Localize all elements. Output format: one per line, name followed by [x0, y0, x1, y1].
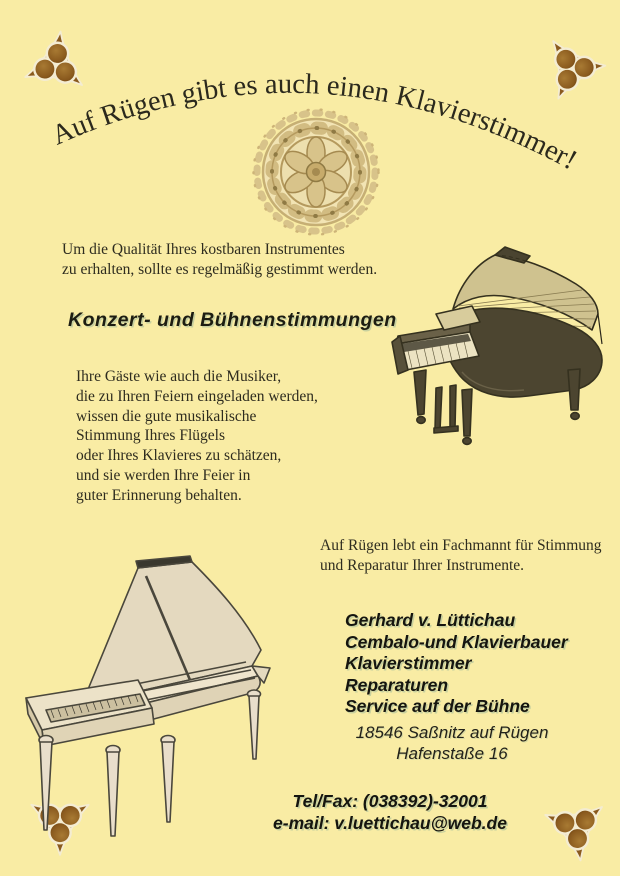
intro-line: zu erhalten, sollte es regelmäßig gestimmt werden. — [62, 260, 378, 278]
intro-paragraph — [62, 240, 377, 280]
contact-role: Cembalo-und Klavierbauer — [345, 631, 568, 652]
grand-piano-image — [378, 240, 620, 455]
email-line: e-mail: v.luettichau@web.de — [273, 813, 507, 833]
tel-email-block — [240, 790, 540, 834]
arc-title-text: Auf Rügen gibt es auch einen Klavierstimmer! — [47, 68, 583, 177]
intro-line: Um die Qualität Ihres kostbaren Instrumentes — [62, 241, 345, 258]
address-block — [318, 722, 586, 764]
body-line: und sie werden Ihre Feier in — [76, 466, 251, 484]
corner-ornament-bottom-right-icon — [545, 806, 609, 865]
contact-block — [345, 610, 568, 718]
contact-role: Service auf der Bühne — [345, 696, 530, 716]
note-line: und Reparatur Ihrer Instrumente. — [320, 556, 525, 574]
address-line: 18546 Saßnitz auf Rügen — [355, 723, 549, 742]
body-line: die zu Ihren Feiern eingeladen werden, — [76, 387, 318, 405]
phone-line: Tel/Fax: (038392)-32001 — [292, 791, 488, 811]
contact-role: Klavierstimmer — [345, 653, 472, 673]
note-paragraph — [320, 536, 602, 576]
section-heading: Konzert- und Bühnenstimmungen — [68, 309, 397, 331]
body-line: oder Ihres Klavieres zu schätzen, — [76, 447, 282, 465]
body-line: guter Erinnerung behalten. — [76, 486, 242, 504]
address-line: Hafenstaße 16 — [396, 744, 508, 763]
body-line: wissen die gute musikalische — [76, 407, 257, 425]
note-line: Auf Rügen lebt ein Fachmannt für Stimmung — [320, 537, 602, 554]
contact-role: Reparaturen — [345, 674, 449, 695]
lace-rosette-icon — [250, 108, 382, 238]
body-paragraph — [76, 367, 318, 506]
contact-name: Gerhard v. Lüttichau — [345, 610, 516, 630]
body-line: Stimmung Ihres Flügels — [76, 427, 225, 445]
body-line: Ihre Gäste wie auch die Musiker, — [76, 368, 282, 385]
